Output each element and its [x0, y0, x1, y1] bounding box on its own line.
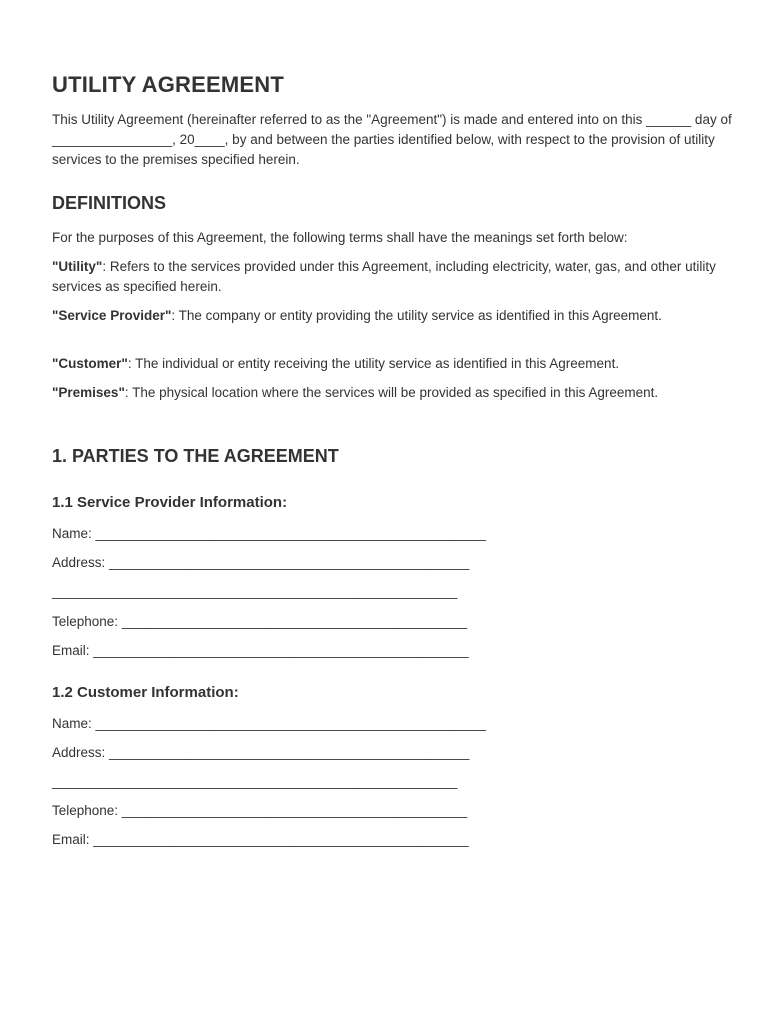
provider-name-field[interactable]: Name: ____________________________________________________	[52, 526, 486, 541]
definition-service-provider	[52, 306, 732, 326]
section-1-heading: 1. PARTIES TO THE AGREEMENT	[52, 446, 339, 466]
definition-term: "Customer"	[52, 356, 128, 371]
provider-address-field[interactable]: Address: ________________________________________________	[52, 555, 470, 570]
definition-text: : The individual or entity receiving the utility service as identified in this Agreement.	[127, 356, 620, 371]
definition-text: : Refers to the services provided under this Agreement, including electricity, water, gas, and other utility services as specified herein.	[52, 259, 716, 294]
definitions-lead: For the purposes of this Agreement, the following terms shall have the meanings set forth below:	[52, 230, 628, 245]
definition-text: : The physical location where the services will be provided as specified in this Agreement.	[124, 385, 659, 400]
definition-term: "Service Provider"	[52, 308, 172, 323]
intro-paragraph: This Utility Agreement (hereinafter referred to as the "Agreement") is made and entered into on this ______ day of ________________, 20____, by and between the parties identified below, with respect to the provision of utility services to the premises specified herein.	[52, 112, 732, 167]
definitions-heading: DEFINITIONS	[52, 193, 167, 213]
definition-utility	[52, 257, 732, 297]
definition-term: "Utility"	[52, 259, 103, 274]
definition-term: "Premises"	[52, 385, 125, 400]
provider-email-field[interactable]: Email: __________________________________________________	[52, 643, 469, 658]
provider-telephone-field[interactable]: Telephone: ______________________________________________	[52, 614, 468, 629]
customer-email-field[interactable]: Email: __________________________________________________	[52, 832, 469, 847]
provider-address-line2-field[interactable]: ______________________________________________________	[52, 584, 458, 599]
definition-premises	[52, 383, 732, 403]
definition-text: : The company or entity providing the utility service as identified in this Agreement.	[171, 308, 662, 323]
customer-telephone-field[interactable]: Telephone: ______________________________________________	[52, 803, 468, 818]
customer-heading: 1.2 Customer Information:	[52, 684, 239, 701]
customer-name-field[interactable]: Name: ____________________________________________________	[52, 716, 486, 731]
service-provider-heading: 1.1 Service Provider Information:	[52, 494, 288, 511]
customer-address-field[interactable]: Address: ________________________________________________	[52, 745, 470, 760]
document-title: UTILITY AGREEMENT	[52, 72, 284, 97]
definition-customer	[52, 354, 732, 374]
customer-address-line2-field[interactable]: ______________________________________________________	[52, 774, 458, 789]
